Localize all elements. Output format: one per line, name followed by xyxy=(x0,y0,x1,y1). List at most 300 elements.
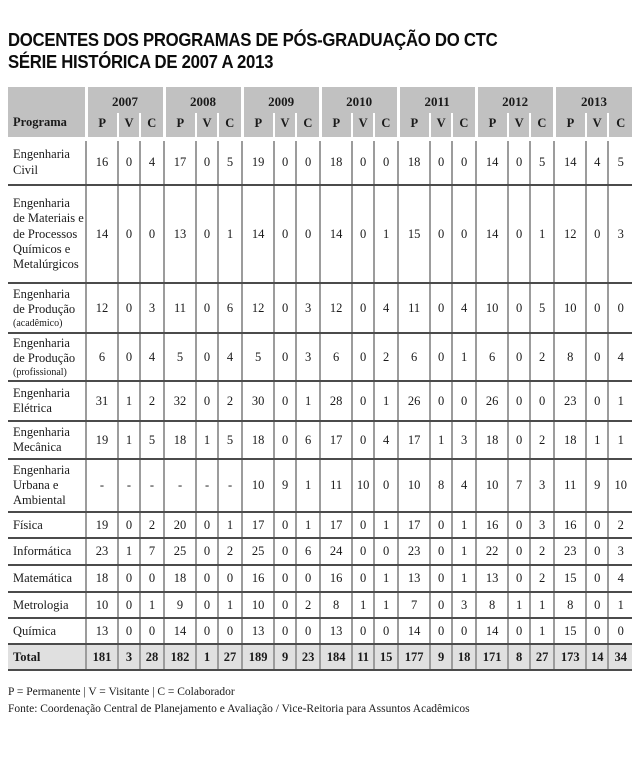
value-cell: 19 xyxy=(86,512,118,538)
value-cell: 13 xyxy=(398,565,430,592)
value-cell: 6 xyxy=(296,538,320,565)
value-cell: 0 xyxy=(452,381,476,421)
value-cell: 0 xyxy=(374,618,398,644)
value-cell: 13 xyxy=(242,618,274,644)
total-value-cell: 14 xyxy=(586,644,608,670)
value-cell: - xyxy=(164,459,196,512)
value-cell: 1 xyxy=(586,421,608,459)
value-cell: 5 xyxy=(140,421,164,459)
value-cell: 18 xyxy=(476,421,508,459)
program-cell xyxy=(8,333,86,381)
value-cell: 0 xyxy=(140,185,164,283)
year-header-1: 2008 xyxy=(164,87,242,113)
value-cell: 1 xyxy=(508,592,530,618)
value-cell: 1 xyxy=(530,185,554,283)
table-row xyxy=(8,283,632,333)
value-cell: 0 xyxy=(274,592,296,618)
total-value-cell: 28 xyxy=(140,644,164,670)
value-cell: 0 xyxy=(274,185,296,283)
total-value-cell: 34 xyxy=(608,644,632,670)
value-cell: 13 xyxy=(476,565,508,592)
value-cell: 0 xyxy=(274,538,296,565)
data-table xyxy=(8,87,632,671)
value-cell: 20 xyxy=(164,512,196,538)
total-value-cell: 177 xyxy=(398,644,430,670)
value-cell: 4 xyxy=(608,565,632,592)
year-header-3: 2010 xyxy=(320,87,398,113)
value-cell: 6 xyxy=(398,333,430,381)
value-cell: 0 xyxy=(352,618,374,644)
value-cell: 0 xyxy=(430,512,452,538)
value-cell: 14 xyxy=(554,139,586,185)
value-cell: 2 xyxy=(530,333,554,381)
value-cell: 0 xyxy=(586,185,608,283)
value-cell: 5 xyxy=(218,139,242,185)
value-cell: 0 xyxy=(508,538,530,565)
value-cell: 1 xyxy=(140,592,164,618)
value-cell: 0 xyxy=(218,618,242,644)
value-cell: 13 xyxy=(164,185,196,283)
value-cell: 0 xyxy=(374,538,398,565)
value-cell: 0 xyxy=(274,381,296,421)
legend-text: P = Permanente | V = Visitante | C = Colaborador xyxy=(8,686,235,699)
sub-column-header: C xyxy=(140,113,164,139)
table-row xyxy=(8,618,632,644)
value-cell: 17 xyxy=(398,512,430,538)
value-cell: 0 xyxy=(196,283,218,333)
sub-column-header: C xyxy=(530,113,554,139)
program-name: Metrologia xyxy=(13,597,69,612)
value-cell: 32 xyxy=(164,381,196,421)
value-cell: 2 xyxy=(140,381,164,421)
value-cell: 0 xyxy=(274,421,296,459)
value-cell: 14 xyxy=(164,618,196,644)
program-note: (acadêmico) xyxy=(13,317,63,329)
value-cell: 0 xyxy=(218,565,242,592)
value-cell: 9 xyxy=(164,592,196,618)
value-cell: 12 xyxy=(554,185,586,283)
value-cell: 15 xyxy=(398,185,430,283)
value-cell: 4 xyxy=(586,139,608,185)
sub-column-header: V xyxy=(196,113,218,139)
value-cell: 0 xyxy=(196,185,218,283)
table-row xyxy=(8,538,632,565)
total-value-cell: 1 xyxy=(196,644,218,670)
program-name: Engenharia de Produção xyxy=(13,336,76,366)
value-cell: 5 xyxy=(530,283,554,333)
program-cell xyxy=(8,283,86,333)
total-value-cell: 23 xyxy=(296,644,320,670)
table-row xyxy=(8,565,632,592)
value-cell: 1 xyxy=(452,538,476,565)
value-cell: 0 xyxy=(118,139,140,185)
value-cell: - xyxy=(218,459,242,512)
value-cell: 0 xyxy=(352,333,374,381)
sub-column-header: C xyxy=(608,113,632,139)
value-cell: 0 xyxy=(508,618,530,644)
value-cell: 4 xyxy=(452,459,476,512)
value-cell: 10 xyxy=(242,459,274,512)
value-cell: 23 xyxy=(554,538,586,565)
year-header-5: 2012 xyxy=(476,87,554,113)
value-cell: 2 xyxy=(218,381,242,421)
value-cell: 3 xyxy=(452,592,476,618)
value-cell: 10 xyxy=(476,283,508,333)
value-cell: 0 xyxy=(352,185,374,283)
program-cell xyxy=(8,538,86,565)
value-cell: 8 xyxy=(476,592,508,618)
total-value-cell: 11 xyxy=(352,644,374,670)
total-value-cell: 171 xyxy=(476,644,508,670)
value-cell: 10 xyxy=(86,592,118,618)
year-header-2: 2009 xyxy=(242,87,320,113)
value-cell: 2 xyxy=(608,512,632,538)
value-cell: 0 xyxy=(508,283,530,333)
value-cell: 0 xyxy=(530,381,554,421)
value-cell: 8 xyxy=(554,592,586,618)
value-cell: 1 xyxy=(118,421,140,459)
value-cell: 14 xyxy=(242,185,274,283)
value-cell: 18 xyxy=(86,565,118,592)
value-cell: 1 xyxy=(608,592,632,618)
value-cell: 0 xyxy=(452,185,476,283)
value-cell: - xyxy=(196,459,218,512)
value-cell: 0 xyxy=(296,618,320,644)
value-cell: 10 xyxy=(352,459,374,512)
value-cell: 31 xyxy=(86,381,118,421)
table-row xyxy=(8,381,632,421)
value-cell: 16 xyxy=(320,565,352,592)
value-cell: 0 xyxy=(430,538,452,565)
value-cell: 1 xyxy=(374,512,398,538)
sub-column-header: P xyxy=(86,113,118,139)
value-cell: 19 xyxy=(242,139,274,185)
value-cell: 18 xyxy=(164,565,196,592)
value-cell: 3 xyxy=(608,185,632,283)
value-cell: 23 xyxy=(86,538,118,565)
value-cell: 0 xyxy=(430,283,452,333)
table-row xyxy=(8,592,632,618)
value-cell: 0 xyxy=(508,381,530,421)
sub-column-header: P xyxy=(398,113,430,139)
value-cell: 3 xyxy=(530,512,554,538)
table-row xyxy=(8,139,632,185)
value-cell: 12 xyxy=(86,283,118,333)
value-cell: 2 xyxy=(140,512,164,538)
value-cell: 25 xyxy=(164,538,196,565)
value-cell: 1 xyxy=(118,381,140,421)
value-cell: 9 xyxy=(274,459,296,512)
value-cell: 17 xyxy=(320,512,352,538)
value-cell: 3 xyxy=(530,459,554,512)
value-cell: 1 xyxy=(296,459,320,512)
value-cell: 23 xyxy=(398,538,430,565)
value-cell: 0 xyxy=(586,512,608,538)
sub-column-header: P xyxy=(242,113,274,139)
value-cell: 17 xyxy=(398,421,430,459)
value-cell: 2 xyxy=(530,538,554,565)
value-cell: 14 xyxy=(320,185,352,283)
value-cell: 0 xyxy=(118,333,140,381)
value-cell: 0 xyxy=(118,592,140,618)
value-cell: 10 xyxy=(398,459,430,512)
sub-column-header: P xyxy=(164,113,196,139)
value-cell: 18 xyxy=(242,421,274,459)
sub-column-header: V xyxy=(508,113,530,139)
sub-column-header: C xyxy=(374,113,398,139)
value-cell: 14 xyxy=(476,185,508,283)
value-cell: 10 xyxy=(608,459,632,512)
value-cell: 0 xyxy=(352,512,374,538)
program-cell xyxy=(8,381,86,421)
sub-column-header: V xyxy=(118,113,140,139)
sub-column-header: C xyxy=(296,113,320,139)
value-cell: 5 xyxy=(530,139,554,185)
program-name: Engenharia Elétrica xyxy=(13,385,70,416)
value-cell: 18 xyxy=(398,139,430,185)
value-cell: 0 xyxy=(296,139,320,185)
value-cell: 19 xyxy=(86,421,118,459)
value-cell: 1 xyxy=(374,185,398,283)
value-cell: 16 xyxy=(242,565,274,592)
total-value-cell: 173 xyxy=(554,644,586,670)
program-name: Física xyxy=(13,517,43,532)
value-cell: 0 xyxy=(508,421,530,459)
value-cell: 5 xyxy=(218,421,242,459)
value-cell: 5 xyxy=(608,139,632,185)
table-row xyxy=(8,459,632,512)
value-cell: 6 xyxy=(218,283,242,333)
value-cell: 14 xyxy=(476,139,508,185)
value-cell: 0 xyxy=(508,139,530,185)
sub-column-header: P xyxy=(554,113,586,139)
value-cell: 15 xyxy=(554,618,586,644)
total-value-cell: 8 xyxy=(508,644,530,670)
value-cell: 28 xyxy=(320,381,352,421)
value-cell: 18 xyxy=(554,421,586,459)
value-cell: 0 xyxy=(352,139,374,185)
value-cell: 14 xyxy=(476,618,508,644)
total-value-cell: 27 xyxy=(530,644,554,670)
year-header-0: 2007 xyxy=(86,87,164,113)
value-cell: 0 xyxy=(586,283,608,333)
value-cell: 1 xyxy=(296,512,320,538)
total-value-cell: 9 xyxy=(430,644,452,670)
value-cell: 6 xyxy=(296,421,320,459)
value-cell: 0 xyxy=(586,381,608,421)
program-cell xyxy=(8,592,86,618)
value-cell: 3 xyxy=(296,283,320,333)
program-cell xyxy=(8,185,86,283)
value-cell: 1 xyxy=(218,185,242,283)
value-cell: 0 xyxy=(274,333,296,381)
value-cell: 8 xyxy=(430,459,452,512)
value-cell: 10 xyxy=(554,283,586,333)
program-name: Engenharia Urbana e Ambiental xyxy=(13,462,70,508)
value-cell: 0 xyxy=(352,538,374,565)
value-cell: 1 xyxy=(608,421,632,459)
value-cell: 7 xyxy=(398,592,430,618)
value-cell: 0 xyxy=(274,618,296,644)
value-cell: 0 xyxy=(196,565,218,592)
value-cell: 0 xyxy=(274,512,296,538)
sub-column-header: V xyxy=(430,113,452,139)
value-cell: 23 xyxy=(554,381,586,421)
sub-column-header: P xyxy=(320,113,352,139)
value-cell: 7 xyxy=(140,538,164,565)
value-cell: 0 xyxy=(118,565,140,592)
value-cell: 7 xyxy=(508,459,530,512)
year-header-6: 2013 xyxy=(554,87,632,113)
value-cell: 0 xyxy=(118,185,140,283)
value-cell: 0 xyxy=(430,139,452,185)
value-cell: 16 xyxy=(86,139,118,185)
value-cell: 1 xyxy=(352,592,374,618)
value-cell: 8 xyxy=(320,592,352,618)
value-cell: 0 xyxy=(352,381,374,421)
program-name: Engenharia Mecânica xyxy=(13,424,70,455)
value-cell: 0 xyxy=(196,538,218,565)
program-cell xyxy=(8,139,86,185)
value-cell: 2 xyxy=(530,565,554,592)
value-cell: - xyxy=(118,459,140,512)
value-cell: 0 xyxy=(508,565,530,592)
value-cell: 4 xyxy=(608,333,632,381)
value-cell: 2 xyxy=(530,421,554,459)
value-cell: - xyxy=(140,459,164,512)
value-cell: 26 xyxy=(398,381,430,421)
table-row xyxy=(8,512,632,538)
value-cell: 0 xyxy=(274,139,296,185)
value-cell: 0 xyxy=(352,283,374,333)
program-cell xyxy=(8,618,86,644)
value-cell: 0 xyxy=(118,512,140,538)
program-column-header: Programa xyxy=(8,87,86,139)
value-cell: 4 xyxy=(140,139,164,185)
value-cell: 0 xyxy=(508,185,530,283)
page-title-line-2: SÉRIE HISTÓRICA DE 2007 A 2013 xyxy=(8,51,274,72)
value-cell: 17 xyxy=(242,512,274,538)
value-cell: 1 xyxy=(118,538,140,565)
value-cell: 0 xyxy=(196,618,218,644)
total-value-cell: 27 xyxy=(218,644,242,670)
value-cell: 1 xyxy=(196,421,218,459)
value-cell: 0 xyxy=(430,565,452,592)
program-note: (profissional) xyxy=(13,366,67,378)
program-cell xyxy=(8,512,86,538)
value-cell: 8 xyxy=(554,333,586,381)
value-cell: 5 xyxy=(242,333,274,381)
sub-column-header: C xyxy=(452,113,476,139)
value-cell: 0 xyxy=(196,381,218,421)
value-cell: 0 xyxy=(118,618,140,644)
program-cell xyxy=(8,565,86,592)
program-name: Matemática xyxy=(13,571,72,586)
total-value-cell: 184 xyxy=(320,644,352,670)
value-cell: 0 xyxy=(196,592,218,618)
total-value-cell: 15 xyxy=(374,644,398,670)
value-cell: 14 xyxy=(86,185,118,283)
program-name: Engenharia de Materiais e de Processos Químicos e Metalúrgicos xyxy=(13,196,84,272)
page-title xyxy=(8,30,590,73)
value-cell: 16 xyxy=(554,512,586,538)
value-cell: 13 xyxy=(320,618,352,644)
total-value-cell: 3 xyxy=(118,644,140,670)
value-cell: 1 xyxy=(452,333,476,381)
value-cell: 0 xyxy=(586,618,608,644)
value-cell: 0 xyxy=(196,512,218,538)
total-row xyxy=(8,644,632,670)
value-cell: 11 xyxy=(320,459,352,512)
value-cell: 4 xyxy=(374,421,398,459)
page-title-line-1: DOCENTES DOS PROGRAMAS DE PÓS-GRADUAÇÃO DO CTC xyxy=(8,30,498,50)
value-cell: 1 xyxy=(608,381,632,421)
value-cell: 25 xyxy=(242,538,274,565)
value-cell: 0 xyxy=(374,139,398,185)
value-cell: 14 xyxy=(398,618,430,644)
table-footer xyxy=(8,684,634,719)
value-cell: 0 xyxy=(196,333,218,381)
value-cell: 9 xyxy=(586,459,608,512)
program-name: Informática xyxy=(13,544,72,559)
total-value-cell: 18 xyxy=(452,644,476,670)
value-cell: 0 xyxy=(452,139,476,185)
value-cell: 24 xyxy=(320,538,352,565)
total-value-cell: 189 xyxy=(242,644,274,670)
value-cell: 0 xyxy=(452,618,476,644)
source-text: Fonte: Coordenação Central de Planejamento e Avaliação / Vice-Reitoria para Assuntos Acadêmicos xyxy=(8,703,470,716)
value-cell: 1 xyxy=(374,381,398,421)
program-cell xyxy=(8,421,86,459)
value-cell: 1 xyxy=(452,512,476,538)
value-cell: 0 xyxy=(118,283,140,333)
year-header-4: 2011 xyxy=(398,87,476,113)
value-cell: 18 xyxy=(164,421,196,459)
value-cell: 2 xyxy=(374,333,398,381)
value-cell: 4 xyxy=(374,283,398,333)
value-cell: 2 xyxy=(296,592,320,618)
value-cell: 0 xyxy=(430,618,452,644)
value-cell: 0 xyxy=(274,565,296,592)
table-row xyxy=(8,185,632,283)
value-cell: 4 xyxy=(140,333,164,381)
sub-column-header: C xyxy=(218,113,242,139)
value-cell: 18 xyxy=(320,139,352,185)
value-cell: 1 xyxy=(430,421,452,459)
value-cell: 0 xyxy=(374,459,398,512)
value-cell: 17 xyxy=(164,139,196,185)
total-label: Total xyxy=(8,644,86,670)
value-cell: 0 xyxy=(430,592,452,618)
value-cell: 0 xyxy=(296,185,320,283)
value-cell: 0 xyxy=(430,381,452,421)
sub-column-header: V xyxy=(274,113,296,139)
value-cell: 26 xyxy=(476,381,508,421)
value-cell: 15 xyxy=(554,565,586,592)
value-cell: 17 xyxy=(320,421,352,459)
value-cell: 6 xyxy=(476,333,508,381)
value-cell: 0 xyxy=(586,538,608,565)
value-cell: 0 xyxy=(274,283,296,333)
value-cell: 1 xyxy=(530,618,554,644)
value-cell: 1 xyxy=(374,565,398,592)
value-cell: 3 xyxy=(296,333,320,381)
total-value-cell: 9 xyxy=(274,644,296,670)
table-row xyxy=(8,421,632,459)
program-name: Química xyxy=(13,623,57,638)
value-cell: 5 xyxy=(164,333,196,381)
value-cell: 12 xyxy=(320,283,352,333)
